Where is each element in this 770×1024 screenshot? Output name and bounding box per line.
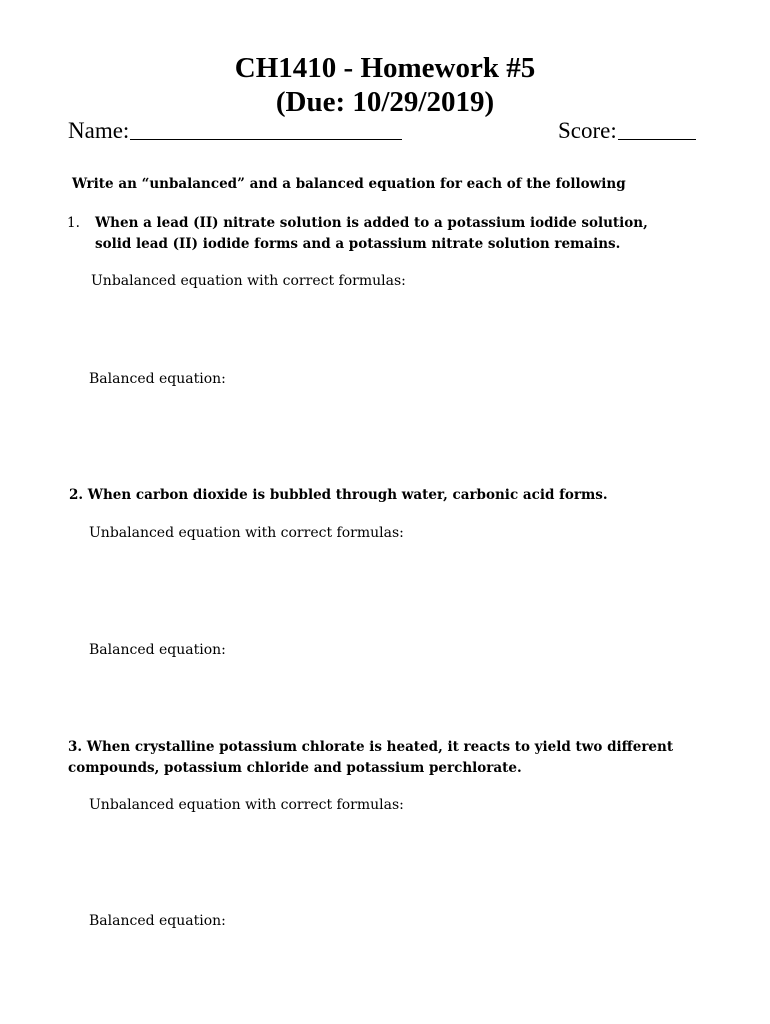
question-3-unbalanced-prompt: Unbalanced equation with correct formulas:	[89, 797, 404, 813]
question-3-balanced-prompt: Balanced equation:	[89, 913, 226, 929]
question-2-balanced-prompt: Balanced equation:	[89, 642, 226, 658]
score-field[interactable]	[558, 117, 696, 145]
question-1	[95, 213, 715, 255]
question-1-line-2: solid lead (II) iodide forms and a potassium nitrate solution remains.	[95, 236, 621, 252]
name-field[interactable]	[68, 117, 402, 145]
question-2	[69, 485, 608, 506]
name-label: Name:	[68, 118, 130, 143]
name-blank-line[interactable]	[130, 119, 402, 140]
question-1-line-1: When a lead (II) nitrate solution is added to a potassium iodide solution,	[95, 215, 648, 231]
question-3-line-2: compounds, potassium chloride and potassium perchlorate.	[68, 760, 522, 776]
question-2-unbalanced-prompt: Unbalanced equation with correct formulas:	[89, 525, 404, 541]
question-2-line-1: 2. When carbon dioxide is bubbled through water, carbonic acid forms.	[69, 487, 608, 503]
score-blank-line[interactable]	[618, 119, 696, 140]
question-3	[68, 737, 718, 779]
question-3-line-1: 3. When crystalline potassium chlorate is heated, it reacts to yield two different	[68, 739, 674, 755]
question-1-unbalanced-prompt: Unbalanced equation with correct formulas:	[91, 273, 406, 289]
question-1-balanced-prompt: Balanced equation:	[89, 371, 226, 387]
page-title: CH1410 - Homework #5	[234, 52, 536, 84]
question-1-number: 1.	[67, 215, 80, 231]
instructions: Write an “unbalanced” and a balanced equation for each of the following	[72, 176, 626, 192]
due-date-title: (Due: 10/29/2019)	[275, 86, 495, 118]
score-label: Score:	[558, 118, 617, 143]
